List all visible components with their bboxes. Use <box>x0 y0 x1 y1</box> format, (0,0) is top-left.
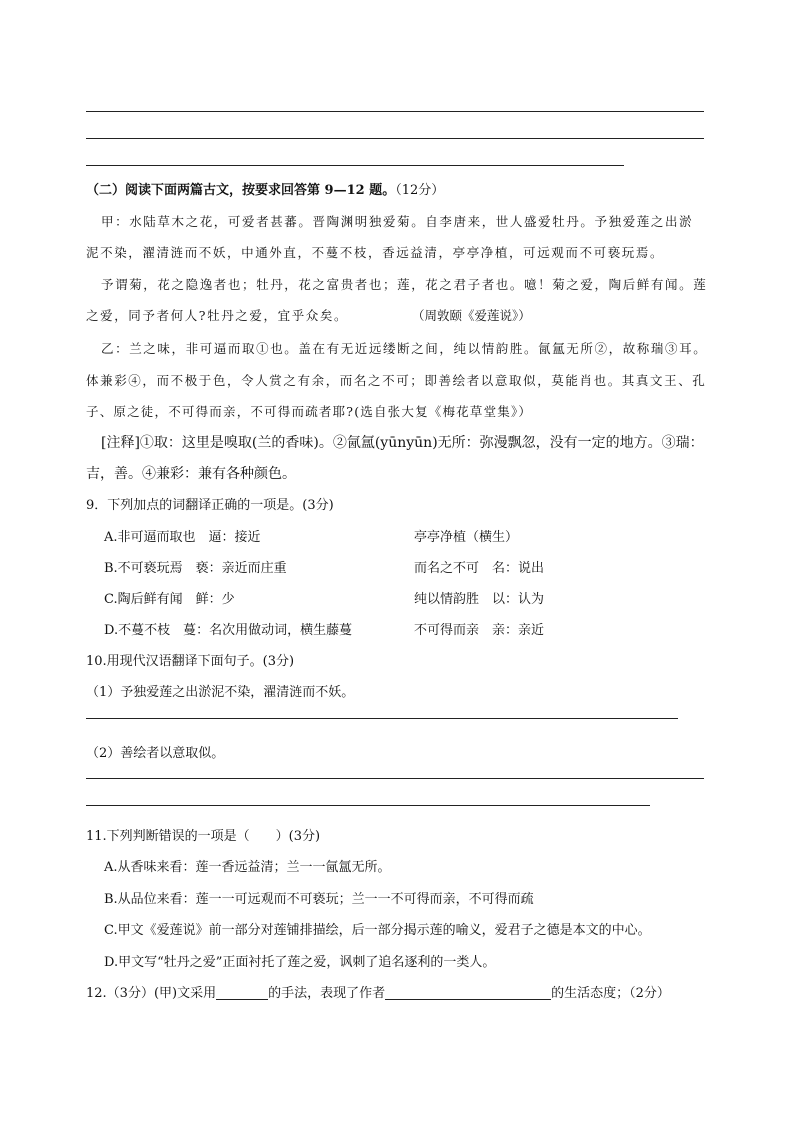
q12-text: 的生活态度；（2分） <box>551 986 670 1001</box>
notes-line: [注释]①取：这里是嗅取(兰的香味)。②氤氲(yūnyūn)无所：弥漫飘忽，没有一定的地方。③瑞： <box>101 435 704 451</box>
section-points: （12分） <box>395 183 445 198</box>
passage-a-line: 泥不染，濯清涟而不妖，中通外直，不蔓不枝，香远益清，亭亭净植，可远观而不可亵玩焉。 <box>86 245 665 260</box>
passage-b-line: 子、原之徒，不可得而亲，不可得而疏者耶?(选自张大复《梅花草堂集》） <box>86 404 533 419</box>
q11-stem: 11.下列判断错误的一项是（ ）(3分) <box>86 829 321 844</box>
answer-line <box>86 111 704 112</box>
q10-item2: （2）善绘者以意取似。 <box>86 746 225 761</box>
q12-text: 12.（3分）(甲)文采用 <box>86 986 217 1001</box>
notes-line: 吉，善。④兼彩：兼有各种颜色。 <box>86 466 296 482</box>
passage-a-line: 甲：水陆草木之花，可爱者甚蕃。晋陶渊明独爱菊。自李唐来，世人盛爱牡丹。予独爱莲之出淤 <box>101 214 694 229</box>
answer-line <box>86 138 704 139</box>
q11-option-b: B.从品位来看：莲一一可远观而不可亵玩；兰一一不可得而亲，不可得而疏 <box>104 892 534 907</box>
passage-a-line: 之爱，同予者何人?牡丹之爱，宜乎众矣。 <box>86 308 349 323</box>
q9-option-c: C.陶后鲜有闻 鲜：少 <box>104 592 235 607</box>
q9-option-b: B.不可亵玩焉 亵：亲近而庄重 <box>104 561 287 576</box>
q9-option-d: D.不蔓不枝 蔓：名次用做动词，横生藤蔓 <box>104 623 353 638</box>
passage-b-line: 体兼彩④，而不极于色，令人赏之有余，而名之不可；即善绘者以意取似，莫能肖也。其真文王、孔 <box>86 373 707 388</box>
passage-a-source: （周敦颐《爱莲说》） <box>412 308 531 323</box>
q11-option-c: C.甲文《爱莲说》前一部分对莲铺排描绘，后一部分揭示莲的喻义，爱君子之德是本文的中心。 <box>104 923 651 938</box>
answer-line <box>86 778 704 779</box>
q10-item1: （1）予独爱莲之出淤泥不染，濯清涟而不妖。 <box>86 685 355 700</box>
answer-line <box>86 805 650 806</box>
q9-stem: 9．下列加点的词翻译正确的一项是。(3分) <box>86 498 334 513</box>
q9-option-d-right: 不可得而亲 亲：亲近 <box>414 623 545 638</box>
q11-option-a: A.从香味来看：莲一香远益清；兰一一氤氲无所。 <box>104 860 391 875</box>
q11-option-d: D.甲文写“牡丹之爱”正面衬托了莲之爱，讽刺了追名逐利的一类人。 <box>104 955 496 970</box>
q9-option-c-right: 纯以情韵胜 以：认为 <box>414 592 545 607</box>
section-title: （二）阅读下面两篇古文，按要求回答第 9—12 题。 <box>86 183 396 198</box>
q12-line <box>86 982 670 1001</box>
q12-blank-2[interactable] <box>385 984 551 1000</box>
q10-stem: 10.用现代汉语翻译下面句子。(3分) <box>86 654 295 669</box>
section-heading <box>86 179 444 198</box>
q9-option-b-right: 而名之不可 名：说出 <box>414 561 545 576</box>
answer-line <box>86 165 624 166</box>
answer-line <box>86 718 678 719</box>
q9-option-a: A.非可逼而取也 逼：接近 <box>104 530 261 545</box>
q9-option-a-right: 亭亭净植（横生） <box>414 530 519 545</box>
passage-b-line: 乙：兰之味，非可逼而取①也。盖在有无近远缕断之间，纯以情韵胜。氤氲无所②，故称瑞③耳。 <box>101 341 708 356</box>
q12-blank-1[interactable] <box>216 984 268 1000</box>
passage-a-line: 予谓菊，花之隐逸者也；牡丹，花之富贵者也；莲，花之君子者也。噫！菊之爱，陶后鲜有闻。莲 <box>101 277 708 292</box>
q12-text: 的手法，表现了作者 <box>268 986 386 1001</box>
